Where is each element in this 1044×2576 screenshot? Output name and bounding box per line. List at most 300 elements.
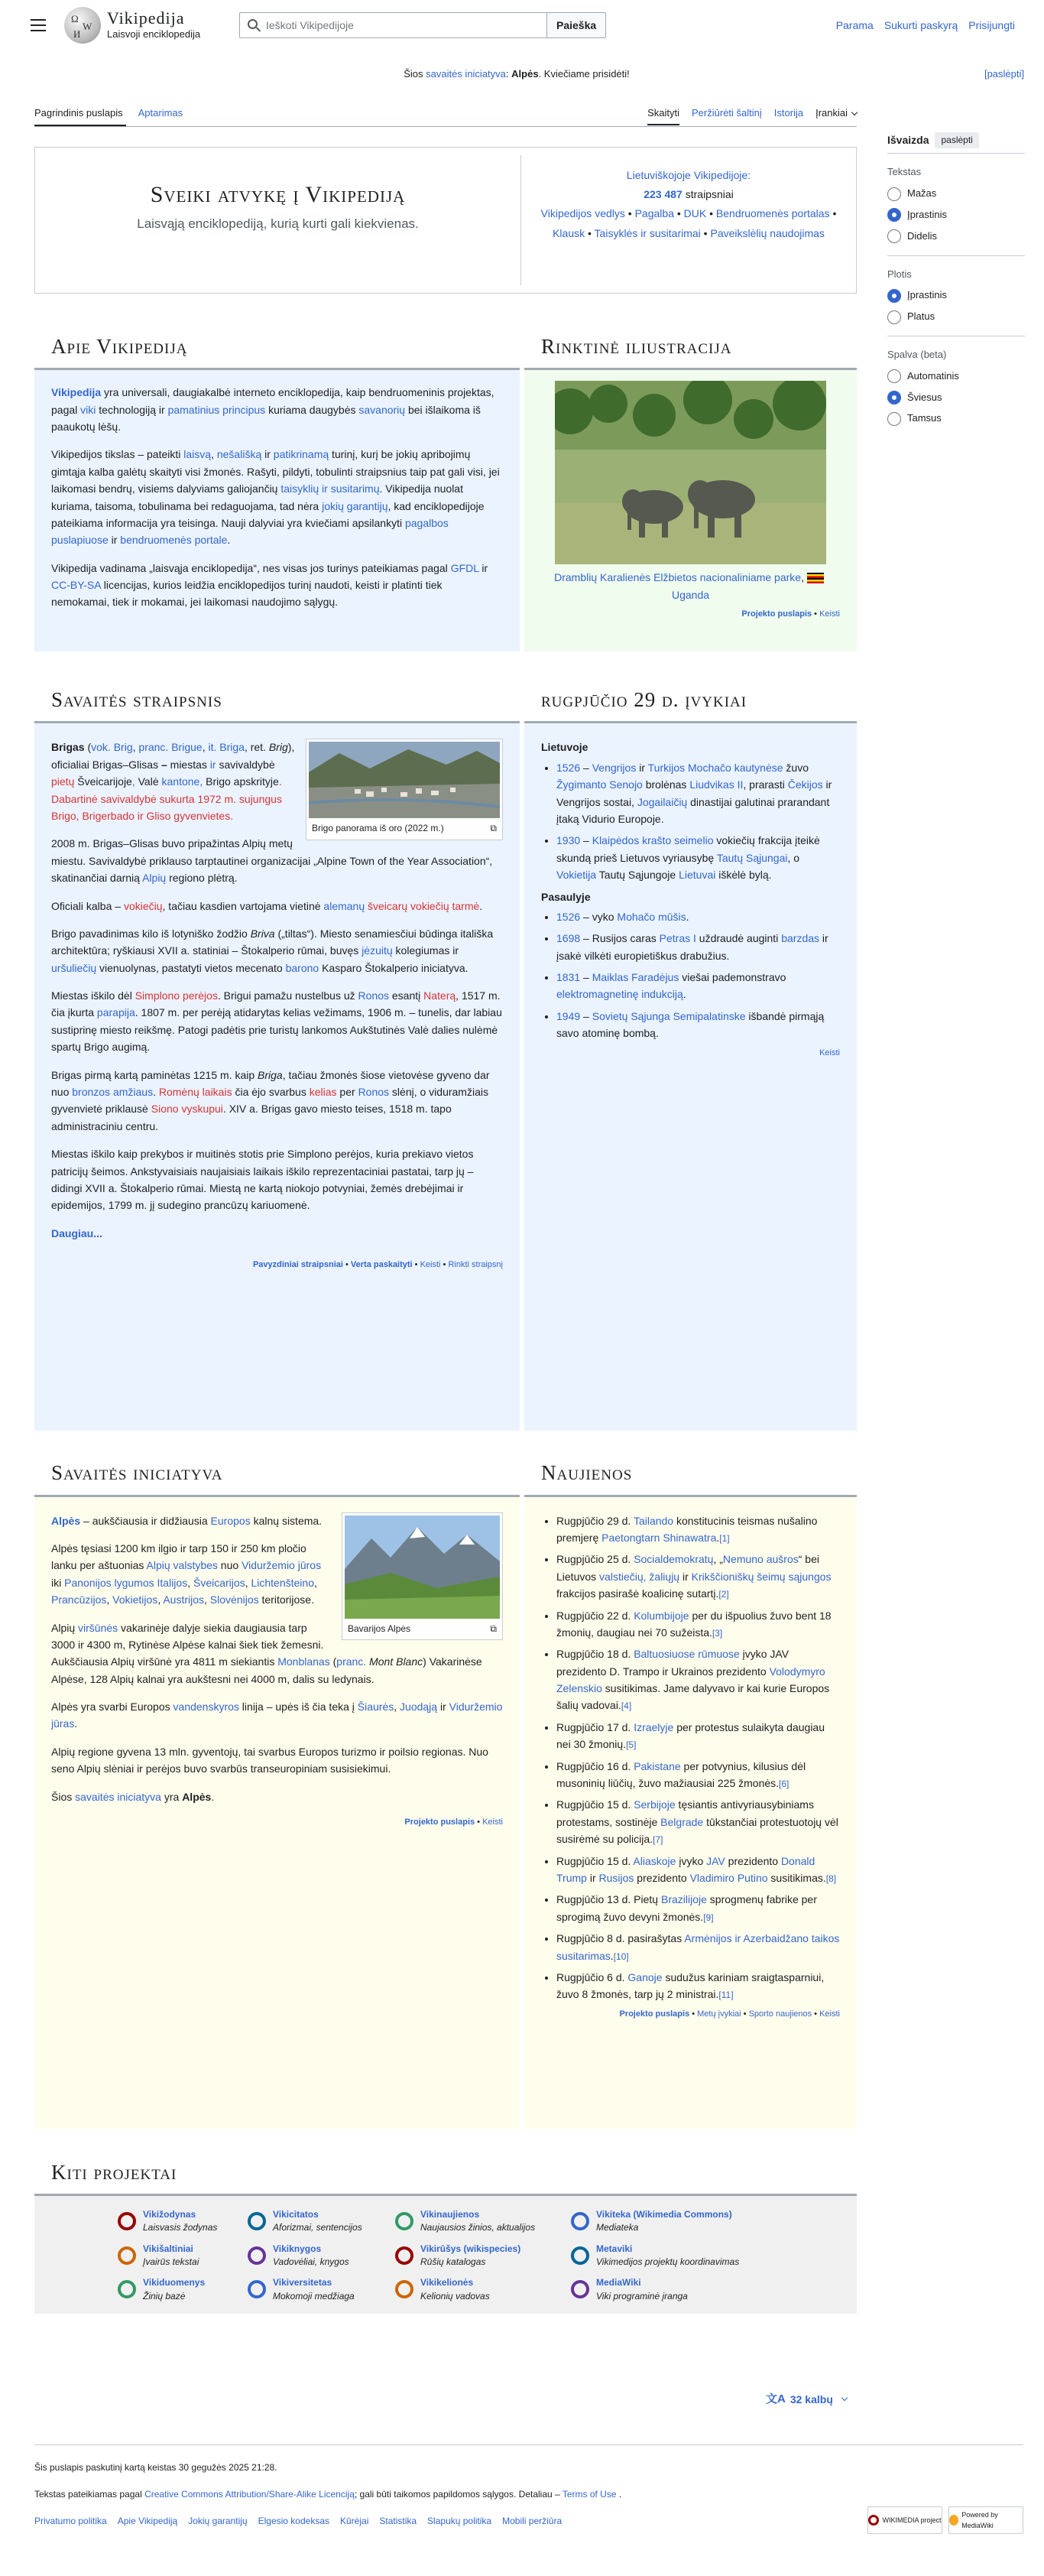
link[interactable]: Jogailaičių bbox=[637, 795, 688, 808]
reference-link[interactable]: [9] bbox=[703, 1912, 714, 1923]
project-item[interactable] bbox=[115, 2208, 245, 2235]
text: , bbox=[394, 1701, 400, 1714]
link[interactable]: Klaipėdos krašto seimelio bbox=[592, 834, 714, 847]
initiative-paragraph bbox=[51, 1698, 503, 1733]
text: – bbox=[580, 1009, 592, 1022]
login-link[interactable]: Prisijungti bbox=[968, 19, 1015, 31]
text: Briga bbox=[258, 1068, 283, 1081]
redlink[interactable]: Naterą bbox=[423, 989, 456, 1002]
link[interactable]: Viduržemio jūras bbox=[51, 1701, 503, 1730]
tab-read[interactable]: Skaityti bbox=[647, 106, 679, 125]
link[interactable]: Europos bbox=[210, 1514, 251, 1527]
help-link[interactable]: Klausk bbox=[553, 226, 585, 239]
link[interactable]: Juodąją bbox=[400, 1701, 438, 1714]
caption-link[interactable]: Uganda bbox=[671, 588, 710, 601]
tab-tools[interactable] bbox=[815, 106, 857, 125]
project-name[interactable]: Vikiversitetas bbox=[273, 2277, 332, 2289]
news-item bbox=[556, 1758, 840, 1792]
news-item bbox=[556, 1930, 840, 1964]
illustration-section bbox=[524, 321, 857, 651]
edit-link[interactable]: Keisti bbox=[420, 1260, 441, 1270]
text: ir bbox=[437, 1701, 449, 1714]
redlink[interactable]: Siono vyskupui bbox=[151, 1103, 223, 1116]
link[interactable]: Čekijos bbox=[787, 778, 823, 791]
project-name[interactable]: Vikižodynas bbox=[143, 2208, 196, 2220]
appearance-hide-button[interactable]: paslėpti bbox=[935, 132, 978, 148]
welcome-subtitle: Laisvąją enciklopediją, kurią kurti gali kiekvienas. bbox=[137, 216, 419, 231]
separator: • bbox=[412, 1260, 420, 1270]
link[interactable]: Tautų Sąjungai bbox=[716, 851, 788, 864]
text: vokiečių frakcija įteikė skundą prieš Lietuvos vyriausybę bbox=[556, 834, 820, 864]
text: tūkstančiai protestuotojų vėl susirėmė su policija. bbox=[556, 1815, 838, 1846]
project-description: Vadovėliai, knygos bbox=[273, 2256, 349, 2267]
caption-link[interactable]: Dramblių Karalienės Elžbietos nacionaliniame parke bbox=[554, 571, 802, 584]
edit-link[interactable]: Keisti bbox=[482, 1817, 503, 1827]
link[interactable]: Brazilijoje bbox=[660, 1893, 707, 1906]
link[interactable]: Viduržemio jūros bbox=[242, 1559, 322, 1572]
text: . bbox=[686, 910, 689, 923]
link[interactable]: Lichtenšteino bbox=[251, 1576, 314, 1589]
link[interactable]: Vengrijos bbox=[592, 761, 637, 774]
appearance-panel bbox=[887, 132, 1025, 427]
width-wide[interactable] bbox=[887, 309, 1025, 325]
redlink[interactable]: vokiečių bbox=[123, 899, 163, 912]
article-paragraph bbox=[51, 898, 503, 914]
year-link[interactable]: 1949 bbox=[556, 1009, 581, 1022]
project-description: Laisvasis žodynas bbox=[143, 2222, 218, 2233]
initiative-thumbnail[interactable] bbox=[342, 1512, 503, 1640]
link[interactable]: Belgrade bbox=[660, 1815, 704, 1828]
elephants-image[interactable] bbox=[555, 381, 826, 564]
edit-link[interactable]: Keisti bbox=[819, 609, 840, 619]
link[interactable]: GFDL bbox=[450, 561, 479, 574]
about-paragraph bbox=[51, 384, 503, 435]
footer-badges bbox=[867, 2506, 1023, 2534]
main-menu-icon[interactable] bbox=[31, 19, 46, 31]
footer-link[interactable]: Kūrėjai bbox=[340, 2516, 369, 2527]
mediawiki-badge[interactable] bbox=[948, 2506, 1023, 2534]
help-link[interactable]: Vikipedijos vedlys bbox=[540, 207, 625, 220]
tab-history[interactable]: Istorija bbox=[773, 107, 804, 119]
footer-link[interactable]: Apie Vikipediją bbox=[117, 2516, 178, 2527]
text: per du išpuolius žuvo bent 18 žmonių, daugiau nei 70 sužeista. bbox=[556, 1609, 832, 1639]
link[interactable]: pranc. bbox=[336, 1655, 367, 1668]
reference-link[interactable]: [1] bbox=[719, 1532, 730, 1544]
link[interactable]: Šveicarijos bbox=[193, 1576, 245, 1589]
reference-link[interactable]: [7] bbox=[653, 1834, 663, 1846]
link[interactable]: Serbijoje bbox=[634, 1798, 676, 1811]
article-thumbnail[interactable] bbox=[306, 739, 503, 840]
project-name[interactable]: Vikikelionės bbox=[420, 2277, 474, 2289]
search-button[interactable]: Paieška bbox=[546, 12, 606, 38]
link[interactable]: viki bbox=[80, 403, 96, 416]
article-count-label: straipsniai bbox=[682, 188, 734, 201]
link[interactable]: savaitės iniciatyva bbox=[75, 1790, 161, 1803]
text: – bbox=[580, 761, 592, 774]
link[interactable]: Pakistane bbox=[634, 1759, 681, 1772]
link[interactable]: Vikipedija bbox=[51, 386, 102, 399]
year-link[interactable]: 1698 bbox=[556, 932, 581, 945]
wikipedia-globe-icon: Ω W И bbox=[64, 7, 101, 44]
commons-icon bbox=[569, 2210, 592, 2233]
link[interactable]: Sovietų Sąjunga Semipalatinske bbox=[592, 1009, 746, 1022]
link[interactable]: Armėnijos ir Azerbaidžano taikos susitarimas bbox=[556, 1932, 840, 1962]
text: ret. bbox=[250, 741, 266, 754]
link[interactable]: bendruomenės portale bbox=[120, 534, 228, 547]
featured-articles-link[interactable]: Pavyzdiniai straipsniai bbox=[252, 1260, 343, 1270]
text: , o bbox=[787, 851, 800, 864]
link[interactable]: Socialdemokratų bbox=[634, 1553, 714, 1566]
text: Rugpjūčio 15 d. bbox=[556, 1854, 634, 1867]
link[interactable]: vandenskyros bbox=[173, 1701, 239, 1714]
link[interactable]: CC-BY-SA bbox=[51, 579, 101, 592]
footer-link[interactable]: Privatumo politika bbox=[34, 2516, 107, 2527]
link[interactable]: ir bbox=[206, 758, 219, 771]
text: Oficiali kalba – bbox=[51, 899, 124, 912]
year-link[interactable]: 1831 bbox=[556, 971, 581, 984]
project-item[interactable] bbox=[393, 2208, 569, 2235]
link[interactable]: nešališką bbox=[216, 448, 262, 461]
year-link[interactable]: 1526 bbox=[556, 761, 581, 774]
reference-link[interactable]: [5] bbox=[626, 1740, 637, 1751]
link[interactable]: uršuliečių bbox=[51, 961, 97, 974]
text: Mont Blanc bbox=[369, 1655, 423, 1668]
project-name[interactable]: Vikinaujienos bbox=[420, 2208, 480, 2220]
link[interactable]: Šiaurės bbox=[357, 1701, 394, 1714]
project-item[interactable] bbox=[245, 2276, 393, 2303]
license-link[interactable]: Creative Commons Attribution/Share-Alike Licenciją bbox=[144, 2489, 355, 2500]
redlink[interactable]: Romėnų laikais bbox=[158, 1086, 232, 1099]
stats-link[interactable]: Lietuviškojoje Vikipedijoje: bbox=[626, 169, 751, 181]
link[interactable]: Monblanas bbox=[277, 1655, 330, 1668]
divider bbox=[887, 255, 1025, 256]
search-icon bbox=[248, 19, 258, 29]
link[interactable]: Mohačo mūšis bbox=[617, 910, 686, 923]
text: ( bbox=[84, 741, 92, 754]
text: “ bei Lietuvos bbox=[556, 1553, 819, 1583]
link[interactable]: pamatinius principus bbox=[167, 403, 266, 416]
link[interactable]: patikrinamą bbox=[273, 448, 329, 461]
text: nuo bbox=[217, 1559, 242, 1572]
link[interactable]: Prancūzijos bbox=[51, 1593, 107, 1606]
project-name[interactable]: Vikiknygos bbox=[273, 2243, 322, 2254]
project-page-link[interactable]: Projekto puslapis bbox=[741, 609, 812, 619]
reference-link[interactable]: [4] bbox=[621, 1701, 632, 1712]
donate-link[interactable]: Parama bbox=[835, 19, 874, 31]
width-standard[interactable] bbox=[887, 287, 1025, 304]
notice-link[interactable]: savaitės iniciatyva bbox=[426, 68, 506, 80]
footer-link[interactable]: Mobili peržiūra bbox=[502, 2516, 563, 2527]
events-world-label: Pasaulyje bbox=[541, 890, 591, 903]
footer-link[interactable]: Elgesio kodeksas bbox=[258, 2516, 329, 2527]
project-name[interactable]: Vikirūšys (wikispecies) bbox=[420, 2243, 521, 2254]
link[interactable]: Alpių valstybes bbox=[146, 1559, 218, 1572]
text: , bbox=[157, 1593, 164, 1606]
link[interactable]: Ganoje bbox=[627, 1970, 663, 1983]
link[interactable]: Paetongtarn Shinawatra bbox=[601, 1531, 717, 1544]
sports-news-link[interactable]: Sporto naujienos bbox=[748, 2009, 812, 2019]
project-name[interactable]: Vikiduomenys bbox=[143, 2277, 206, 2289]
link[interactable]: Briga bbox=[219, 741, 245, 754]
link[interactable]: Izraelyje bbox=[634, 1720, 674, 1733]
link[interactable]: taisyklių ir susitarimų bbox=[280, 482, 380, 495]
edit-link[interactable]: Keisti bbox=[819, 1048, 840, 1057]
project-item[interactable] bbox=[115, 2276, 245, 2303]
event-item bbox=[556, 930, 840, 964]
text: , bbox=[801, 571, 807, 584]
year-link[interactable]: 1526 bbox=[556, 910, 581, 923]
link[interactable]: Donald Trump bbox=[556, 1854, 815, 1884]
language-selector[interactable] bbox=[766, 2390, 847, 2409]
tab-view-source[interactable]: Peržiūrėti šaltinį bbox=[692, 107, 762, 119]
tab-talk[interactable]: Aptarimas bbox=[138, 107, 183, 119]
text-size-standard[interactable] bbox=[887, 207, 1025, 223]
project-name[interactable]: Vikiteka (Wikimedia Commons) bbox=[596, 2208, 732, 2220]
project-page-link[interactable]: Projekto puslapis bbox=[619, 2009, 690, 2019]
color-dark[interactable] bbox=[887, 411, 1025, 427]
link[interactable]: Alpės bbox=[51, 1514, 81, 1527]
link[interactable]: kantone, bbox=[158, 775, 206, 788]
link[interactable]: alemanų bbox=[323, 899, 365, 912]
link[interactable]: Lietuvai bbox=[679, 869, 716, 882]
wikimedia-badge[interactable] bbox=[867, 2506, 942, 2534]
enlarge-icon[interactable]: ⧉ bbox=[490, 823, 497, 834]
about-section bbox=[34, 321, 520, 651]
article-count[interactable]: 223 487 bbox=[644, 188, 682, 201]
edit-link[interactable]: Keisti bbox=[819, 2009, 840, 2019]
text: Vikipedijos tikslas – pateikti bbox=[51, 448, 184, 461]
news-item bbox=[556, 1512, 840, 1547]
project-name[interactable]: Metaviki bbox=[596, 2243, 633, 2254]
text-size-large[interactable] bbox=[887, 229, 1025, 245]
mediawiki-icon bbox=[949, 2515, 958, 2526]
reference-link[interactable]: [8] bbox=[825, 1873, 837, 1884]
link[interactable]: Slovėnijos bbox=[209, 1593, 259, 1606]
link[interactable]: Tailando bbox=[633, 1514, 674, 1527]
text: , bbox=[314, 1576, 317, 1589]
redlink[interactable]: šveicarų vokiečių tarmė bbox=[368, 899, 480, 912]
radio-label: Tamsus bbox=[907, 412, 942, 424]
text: Rugpjūčio 22 d. bbox=[556, 1609, 634, 1622]
color-light[interactable] bbox=[887, 390, 1025, 406]
link[interactable]: Alpių bbox=[142, 872, 167, 885]
terms-link[interactable]: Terms of Use bbox=[562, 2489, 617, 2500]
link[interactable]: jėzuitų bbox=[362, 944, 393, 957]
link[interactable]: JAV bbox=[706, 1854, 725, 1867]
link[interactable]: valstiečių, žaliųjų bbox=[599, 1570, 680, 1583]
text: čia ėjo svarbus bbox=[232, 1086, 310, 1099]
year-link[interactable]: 1930 bbox=[556, 834, 581, 847]
color-automatic[interactable] bbox=[887, 369, 1025, 385]
text: Valė bbox=[138, 775, 159, 788]
link[interactable]: Vokietija bbox=[556, 869, 597, 882]
link[interactable]: Ronos bbox=[358, 989, 389, 1002]
search-input[interactable] bbox=[239, 12, 546, 38]
events-box bbox=[524, 723, 857, 1431]
link[interactable]: parapija bbox=[96, 1006, 135, 1019]
project-item[interactable] bbox=[569, 2243, 744, 2269]
project-item[interactable] bbox=[393, 2243, 569, 2269]
link[interactable]: pagalbos puslapiuose bbox=[51, 516, 449, 547]
link[interactable]: Brigue bbox=[171, 741, 203, 754]
link[interactable]: laisvą bbox=[183, 448, 212, 461]
text: ir bbox=[478, 561, 488, 574]
create-account-link[interactable]: Sukurti paskyrą bbox=[884, 19, 958, 31]
help-link[interactable]: DUK bbox=[683, 207, 707, 220]
tab-main-page[interactable]: Pagrindinis puslapis bbox=[34, 106, 126, 126]
wikimedia-icon bbox=[868, 2515, 879, 2526]
link[interactable]: bronzos amžiaus bbox=[72, 1086, 154, 1099]
wiktionary-icon bbox=[115, 2210, 138, 2233]
text: , bbox=[132, 741, 139, 754]
redlink[interactable]: pietų bbox=[51, 775, 78, 788]
link[interactable]: Aliaskoje bbox=[633, 1854, 676, 1867]
link[interactable]: Baltuosiuose rūmuose bbox=[634, 1648, 740, 1661]
news-item bbox=[556, 1645, 840, 1714]
text: turinį, kurį be jokių apribojimų gimtąja kalba galėtų skaityti visi žmonės. Rašyti, pildyti, tobulinti straipsnius taip pat gali visi, jei laikomasi bendrų, visiems dalyviams galiojančių bbox=[51, 448, 500, 495]
text: Alpės bbox=[182, 1790, 212, 1803]
help-link[interactable]: Paveikslėlių naudojimas bbox=[710, 226, 825, 239]
brig-panorama-image bbox=[309, 742, 500, 818]
link[interactable]: Turkijos Mochačo kautynėse bbox=[647, 761, 783, 774]
separator: • bbox=[689, 2009, 698, 2019]
redlink[interactable]: Simplono perėjos bbox=[135, 989, 218, 1002]
link[interactable]: it. bbox=[208, 741, 217, 754]
redlink[interactable]: kelias bbox=[309, 1086, 337, 1099]
article-box bbox=[34, 723, 520, 1431]
text: kuriama daugybės bbox=[265, 403, 359, 416]
radio-label: Įprastinis bbox=[907, 289, 948, 301]
notice-hide-link[interactable]: [paslėpti] bbox=[984, 68, 1024, 80]
project-item[interactable] bbox=[115, 2243, 245, 2269]
read-more-link[interactable]: Daugiau... bbox=[51, 1226, 102, 1239]
text: kolegiumas ir bbox=[392, 944, 459, 957]
project-description: Mokomoji medžiaga bbox=[273, 2290, 355, 2302]
meta-icon bbox=[569, 2244, 592, 2267]
redlink[interactable]: . Dabartinė savivaldybė sukurta 1972 m. sujungus Brigo, Brigerbado ir Gliso gyvenvietes. bbox=[51, 775, 282, 822]
footer-link[interactable]: Slapukų politika bbox=[427, 2516, 492, 2527]
text: Tekstas pateikiamas pagal bbox=[34, 2489, 145, 2500]
link[interactable]: jokių garantijų bbox=[322, 499, 388, 512]
link[interactable]: Brig bbox=[113, 741, 133, 754]
project-item[interactable] bbox=[569, 2208, 744, 2235]
wikispecies-icon bbox=[393, 2244, 416, 2267]
reference-link[interactable]: [6] bbox=[779, 1779, 789, 1790]
about-box bbox=[34, 370, 520, 651]
link[interactable]: Ronos bbox=[358, 1086, 390, 1099]
link[interactable]: Nemuno aušros bbox=[722, 1553, 799, 1566]
reference-link[interactable]: [2] bbox=[718, 1589, 729, 1600]
notice-text: Šios bbox=[404, 68, 423, 80]
enlarge-icon[interactable]: ⧉ bbox=[490, 1623, 497, 1634]
notice-bold: Alpės bbox=[511, 68, 539, 80]
reference-link[interactable]: [11] bbox=[718, 1990, 734, 2001]
choose-article-link[interactable]: Rinkti straipsnį bbox=[448, 1260, 503, 1270]
link[interactable]: Panonijos lygumos Italijos bbox=[64, 1576, 188, 1589]
notice-text-end: . Kviečiame prisidėti! bbox=[538, 68, 630, 80]
text: . 1807 m. per perėją atidarytas kelias vežimams, 1906 m. – tunelis, dar labiau sustiprinę miesto reikšmę. Patogi padėtis prie turistų lankomos Aukštutinės Valė dalies nulėmė spartų Brigo augimą. bbox=[51, 1006, 502, 1054]
text: , tačiau žmonės šiose vietovėse gyveno dar nuo bbox=[51, 1068, 490, 1099]
link[interactable]: Liudvikas II bbox=[689, 778, 744, 791]
help-link[interactable]: Taisyklės ir susitarimai bbox=[594, 226, 701, 239]
article-section bbox=[34, 674, 520, 1431]
reference-link[interactable]: [3] bbox=[712, 1627, 723, 1639]
text: , tačiau kasdien vartojama vietinė bbox=[162, 899, 324, 912]
link[interactable]: barono bbox=[285, 961, 319, 974]
link[interactable]: Maiklas Faradėjus bbox=[592, 971, 679, 984]
link[interactable]: Krikščioniškų šeimų sąjungos bbox=[691, 1570, 832, 1583]
link[interactable]: Žygimanto Senojo bbox=[556, 778, 643, 791]
text: Kasparo Štokalperio iniciatyva. bbox=[319, 961, 469, 974]
news-item bbox=[556, 1551, 840, 1602]
text: . bbox=[610, 1949, 614, 1962]
project-item[interactable] bbox=[393, 2276, 569, 2303]
text: tęsiantis antivyriausybiniams protestams, sostinėje bbox=[556, 1798, 814, 1828]
project-description: Naujausios žinios, aktualijos bbox=[420, 2222, 536, 2233]
link[interactable]: Vladimiro Putino bbox=[689, 1871, 768, 1884]
project-name[interactable]: Vikicitatos bbox=[273, 2208, 319, 2220]
news-item bbox=[556, 1719, 840, 1753]
site-logo[interactable] bbox=[64, 7, 200, 44]
events-footer bbox=[541, 1047, 840, 1061]
link[interactable]: vok. bbox=[91, 741, 111, 754]
year-events-link[interactable]: Metų įvykiai bbox=[697, 2009, 741, 2019]
project-item[interactable] bbox=[245, 2208, 393, 2235]
link[interactable]: Kolumbijoje bbox=[634, 1609, 689, 1622]
text: Rugpjūčio 17 d. bbox=[556, 1720, 634, 1733]
text: linija – upės iš čia teka į bbox=[238, 1701, 358, 1714]
text-size-small[interactable] bbox=[887, 186, 1025, 202]
link[interactable]: elektromagnetinę indukciją bbox=[556, 988, 683, 1001]
text: – vyko bbox=[580, 910, 618, 923]
footer-link[interactable]: Statistika bbox=[379, 2516, 417, 2527]
link[interactable]: Austrijos bbox=[163, 1593, 205, 1606]
page-footer bbox=[34, 2444, 1023, 2529]
separator: • bbox=[342, 1260, 351, 1270]
projects-grid bbox=[34, 2208, 857, 2303]
welcome-banner bbox=[34, 147, 857, 294]
news-list bbox=[556, 1512, 840, 2003]
help-link[interactable]: Bendruomenės portalas bbox=[715, 207, 830, 220]
article-paragraph bbox=[51, 1067, 503, 1135]
link[interactable]: pranc. bbox=[138, 741, 169, 754]
link[interactable]: Rusijos bbox=[598, 1871, 634, 1884]
radio-icon bbox=[887, 369, 901, 383]
link[interactable]: , bbox=[131, 775, 138, 788]
link[interactable]: Vokietijos bbox=[112, 1593, 158, 1606]
project-name[interactable]: Vikišaltiniai bbox=[143, 2243, 193, 2254]
thumbnail-caption: Brigo panorama iš oro (2022 m.) bbox=[312, 823, 444, 834]
text: , prarasti bbox=[743, 778, 788, 791]
text: , bbox=[204, 1593, 210, 1606]
project-item[interactable] bbox=[245, 2243, 393, 2269]
project-name[interactable]: MediaWiki bbox=[596, 2277, 641, 2289]
link[interactable]: Volodymyro Zelenskio bbox=[556, 1665, 825, 1695]
link[interactable]: barzdas bbox=[781, 932, 820, 945]
good-articles-link[interactable]: Verta paskaityti bbox=[350, 1260, 413, 1270]
link[interactable]: viršūnės bbox=[78, 1621, 118, 1634]
footer-link[interactable]: Jokių garantijų bbox=[188, 2516, 248, 2527]
notice-colon: : bbox=[505, 68, 509, 80]
project-page-link[interactable]: Projekto puslapis bbox=[404, 1817, 475, 1827]
reference-link[interactable]: [10] bbox=[613, 1951, 629, 1962]
link[interactable]: savanorių bbox=[358, 403, 406, 416]
text: Rugpjūčio 6 d. bbox=[556, 1970, 628, 1983]
project-item[interactable] bbox=[569, 2276, 744, 2303]
help-link[interactable]: Pagalba bbox=[634, 207, 674, 220]
link[interactable]: Petras I bbox=[659, 932, 696, 945]
radio-label: Įprastinis bbox=[907, 208, 948, 220]
